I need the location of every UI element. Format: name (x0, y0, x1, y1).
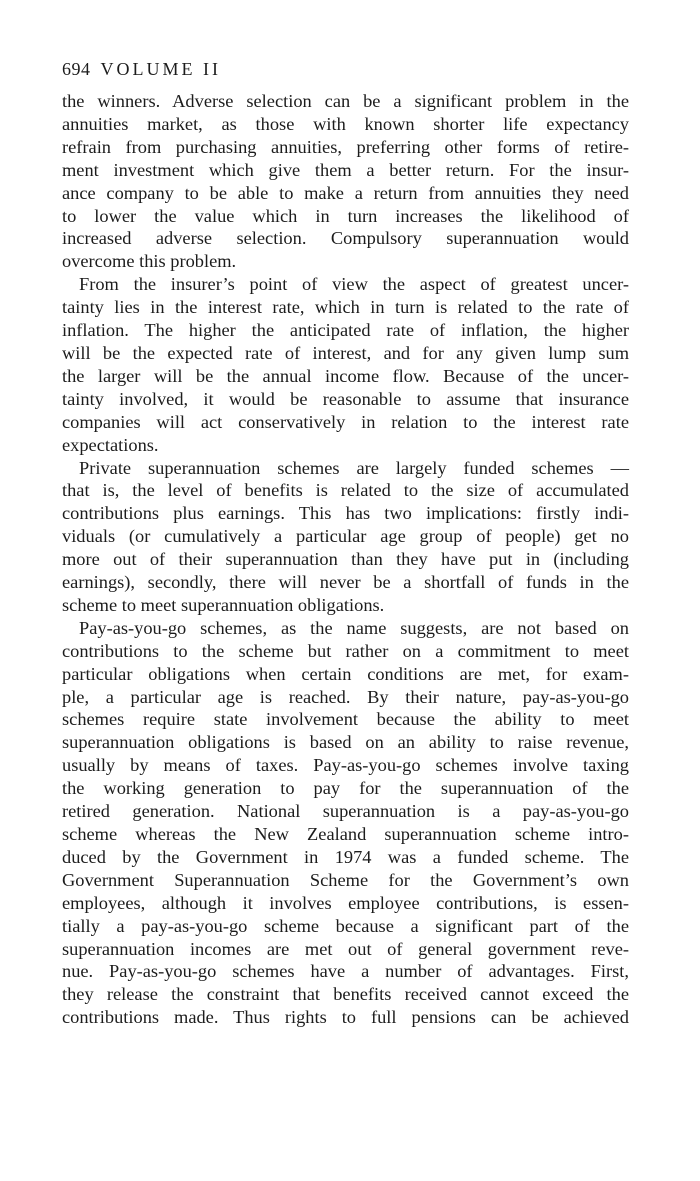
text-line: usually by means of taxes. Pay-as-you-go schemes involve taxing (62, 755, 629, 776)
text-line: ple, a particular age is reached. By their nature, pay-as-you-go (62, 686, 629, 707)
text-line: to lower the value which in turn increases the likelihood of (62, 205, 629, 226)
text-line: employees, although it involves employee contributions, is essen- (62, 892, 629, 913)
text-line: expectations. (62, 434, 159, 455)
text-line: that is, the level of benefits is related to the size of accumulated (62, 480, 629, 501)
page-number: 694 (62, 59, 91, 79)
text-line: tainty involved, it would be reasonable to assume that insurance (62, 388, 629, 409)
text-line: contributions to the scheme but rather on a commitment to meet (62, 640, 629, 661)
text-line: scheme whereas the New Zealand superannuation scheme intro- (62, 824, 629, 844)
text-line: schemes require state involvement because the ability to meet (62, 709, 629, 730)
text-line: scheme to meet superannuation obligations. (62, 594, 385, 615)
text-line: increased adverse selection. Compulsory superannuation would (62, 228, 629, 249)
text-line: Government Superannuation Scheme for the Government’s own (62, 869, 629, 890)
text-line: superannuation incomes are met out of general government reve- (62, 938, 629, 959)
paragraph (62, 457, 629, 617)
text-line: more out of their superannuation than they have put in (including (62, 549, 629, 570)
text-line: Private superannuation schemes are largely funded schemes — (79, 457, 629, 478)
body-text (62, 90, 629, 1029)
text-line: superannuation obligations is based on an ability to raise revenue, (62, 732, 629, 753)
text-line: tially a pay-as-you-go scheme because a significant part of the (62, 915, 629, 936)
running-head (62, 56, 629, 90)
text-line: companies will act conservatively in relation to the interest rate (62, 411, 629, 432)
text-line: ment investment which give them a better return. For the insur- (62, 159, 629, 180)
text-line: From the insurer’s point of view the aspect of greatest uncer- (79, 274, 629, 295)
volume-title: VOLUME II (100, 59, 221, 79)
text-line: refrain from purchasing annuities, preferring other forms of retire- (62, 136, 629, 157)
text-line: the winners. Adverse selection can be a significant problem in the (62, 91, 629, 111)
text-line: annuities market, as those with known shorter life expectancy (62, 113, 629, 134)
text-line: the working generation to pay for the superannuation of the (62, 778, 629, 799)
text-line: contributions made. Thus rights to full pensions can be achieved (62, 1007, 629, 1028)
book-page (62, 56, 629, 1029)
text-line: retired generation. National superannuation is a pay-as-you-go (62, 801, 629, 822)
text-line: tainty lies in the interest rate, which in turn is related to the rate of (62, 297, 629, 318)
text-line: contributions plus earnings. This has two implications: firstly indi- (62, 503, 629, 524)
paragraph (62, 90, 629, 273)
text-line: nue. Pay-as-you-go schemes have a number of advantages. First, (62, 961, 629, 982)
paragraph (62, 273, 629, 456)
text-line: the larger will be the annual income flow. Because of the uncer- (62, 365, 629, 386)
text-line: they release the constraint that benefits received cannot exceed the (62, 984, 629, 1005)
text-line: ance company to be able to make a return from annuities they need (62, 182, 629, 203)
text-line: viduals (or cumulatively a particular age group of people) get no (62, 526, 629, 547)
paragraph (62, 617, 629, 1029)
text-line: will be the expected rate of interest, and for any given lump sum (62, 342, 629, 363)
text-line: particular obligations when certain conditions are met, for exam- (62, 663, 629, 684)
text-line: Pay-as-you-go schemes, as the name suggests, are not based on (79, 617, 629, 638)
text-line: inflation. The higher the anticipated rate of inflation, the higher (62, 320, 629, 341)
text-line: earnings), secondly, there will never be a shortfall of funds in the (62, 572, 629, 593)
text-line: overcome this problem. (62, 251, 237, 272)
text-line: duced by the Government in 1974 was a funded scheme. The (62, 846, 629, 867)
